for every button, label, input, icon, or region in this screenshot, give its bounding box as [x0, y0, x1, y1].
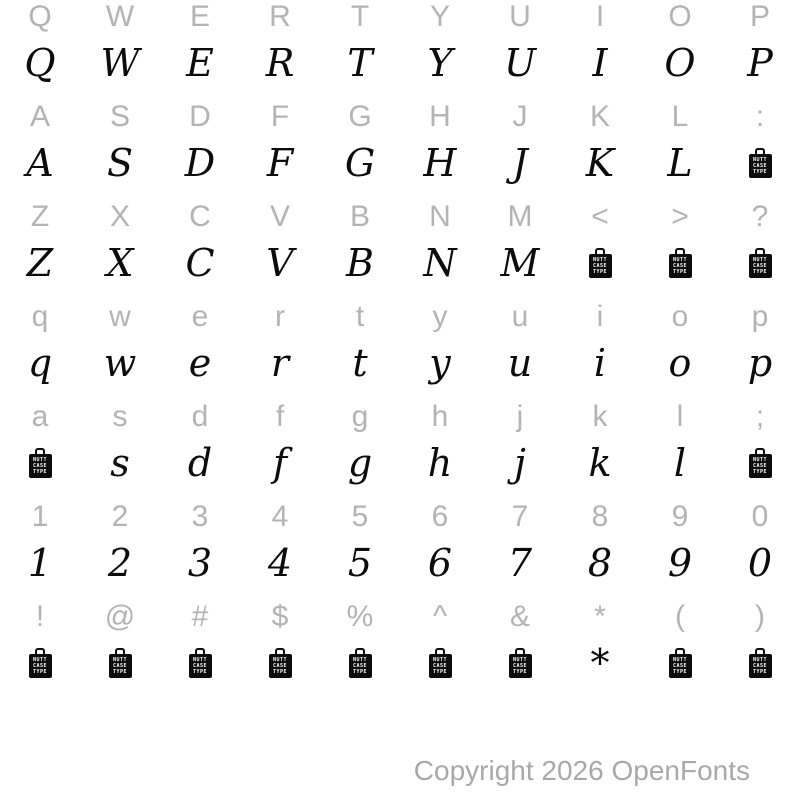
rendered-char-missing [0, 433, 80, 493]
bag-label-line: NUTT [752, 456, 768, 463]
rendered-char: N [423, 241, 457, 285]
reference-char: @ [104, 599, 136, 633]
reference-char: ; [755, 399, 765, 433]
rendered-row [0, 533, 800, 593]
bag-label [429, 654, 452, 678]
rendered-char: G [344, 141, 376, 185]
bag-label-line: NUTT [752, 656, 768, 663]
reference-char: k [592, 399, 608, 433]
rendered-char: j [514, 441, 526, 485]
bag-label-line: TYPE [752, 669, 768, 676]
reference-char: $ [271, 599, 289, 633]
glyph-row-pair [0, 400, 800, 500]
rendered-char-missing [320, 633, 400, 693]
rendered-char: s [110, 441, 130, 485]
glyph-row-pair [0, 300, 800, 400]
reference-char: W [105, 0, 135, 33]
nuttcase-bag-icon [669, 248, 692, 278]
reference-char: ( [675, 599, 685, 633]
reference-char: U [509, 0, 531, 33]
reference-char: p [751, 299, 769, 333]
rendered-char: H [423, 141, 457, 185]
reference-row [0, 0, 800, 33]
rendered-char-missing [640, 633, 720, 693]
reference-char: e [191, 299, 209, 333]
rendered-char: 3 [187, 541, 213, 585]
bag-label-line: TYPE [512, 669, 528, 676]
bag-label [749, 154, 772, 178]
rendered-char-missing [720, 633, 800, 693]
rendered-char: 0 [747, 541, 773, 585]
rendered-char: B [346, 241, 374, 285]
rendered-char: y [429, 341, 451, 385]
reference-char: 3 [191, 499, 209, 533]
reference-char: r [275, 299, 285, 333]
bag-label-line: CASE [272, 662, 288, 669]
reference-char: Y [429, 0, 450, 33]
nuttcase-bag-icon [589, 248, 612, 278]
reference-char: J [512, 99, 528, 133]
bag-label-line: NUTT [752, 256, 768, 263]
reference-row [0, 400, 800, 433]
reference-char: Z [30, 199, 50, 233]
bag-label-line: CASE [512, 662, 528, 669]
bag-label-line: TYPE [752, 469, 768, 476]
bag-label-line: NUTT [352, 656, 368, 663]
rendered-char: p [747, 341, 773, 385]
reference-char: < [591, 199, 609, 233]
bag-label-line: TYPE [32, 469, 48, 476]
reference-char: s [112, 399, 128, 433]
rendered-char: A [26, 141, 54, 185]
rendered-char: g [347, 441, 373, 485]
bag-label [749, 654, 772, 678]
bag-label-line: TYPE [672, 269, 688, 276]
glyph-row-pair [0, 200, 800, 300]
bag-label-line: CASE [752, 262, 768, 269]
reference-char: ? [751, 199, 769, 233]
rendered-char: V [266, 241, 294, 285]
nuttcase-bag-icon [749, 448, 772, 478]
reference-char: d [191, 399, 209, 433]
reference-char: F [270, 99, 290, 133]
bag-label-line: TYPE [192, 669, 208, 676]
reference-char: w [109, 299, 131, 333]
reference-char: N [429, 199, 451, 233]
rendered-char-missing [720, 233, 800, 293]
rendered-char: r [270, 341, 290, 385]
rendered-char: 4 [267, 541, 293, 585]
bag-label-line: NUTT [192, 656, 208, 663]
reference-char: h [431, 399, 449, 433]
bag-label-line: NUTT [512, 656, 528, 663]
reference-char: 5 [351, 499, 369, 533]
rendered-char-missing [720, 133, 800, 193]
rendered-char: 5 [347, 541, 373, 585]
reference-char: I [595, 0, 605, 33]
bag-label-line: TYPE [32, 669, 48, 676]
reference-char: B [349, 199, 370, 233]
bag-label [749, 454, 772, 478]
rendered-row [0, 633, 800, 693]
nuttcase-bag-icon [29, 648, 52, 678]
reference-char: L [671, 99, 689, 133]
bag-label-line: CASE [432, 662, 448, 669]
reference-row [0, 100, 800, 133]
rendered-char-missing [480, 633, 560, 693]
bag-label [189, 654, 212, 678]
nuttcase-bag-icon [269, 648, 292, 678]
reference-char: j [516, 399, 524, 433]
reference-row [0, 600, 800, 633]
rendered-char: T [347, 41, 373, 85]
nuttcase-bag-icon [109, 648, 132, 678]
reference-char: C [189, 199, 211, 233]
rendered-char: u [507, 341, 533, 385]
reference-char: 0 [751, 499, 769, 533]
reference-char: H [429, 99, 451, 133]
rendered-char: Y [427, 41, 453, 85]
reference-char: 7 [511, 499, 529, 533]
rendered-char: X [106, 241, 134, 285]
rendered-char-missing [80, 633, 160, 693]
bag-label [109, 654, 132, 678]
rendered-char: * [590, 641, 610, 685]
reference-char: 1 [31, 499, 49, 533]
reference-char: D [189, 99, 211, 133]
rendered-char: P [747, 41, 773, 85]
rendered-char: F [266, 141, 294, 185]
rendered-row [0, 333, 800, 393]
bag-label-line: CASE [352, 662, 368, 669]
rendered-row [0, 433, 800, 493]
reference-char: A [29, 99, 50, 133]
bag-label-line: CASE [32, 662, 48, 669]
bag-label-line: TYPE [272, 669, 288, 676]
nuttcase-bag-icon [749, 248, 772, 278]
bag-label [589, 254, 612, 278]
rendered-char: L [667, 141, 693, 185]
rendered-char-missing [640, 233, 720, 293]
bag-label-line: CASE [592, 262, 608, 269]
rendered-char: 8 [587, 541, 613, 585]
bag-label-line: NUTT [672, 656, 688, 663]
rendered-char: E [186, 41, 214, 85]
bag-label [269, 654, 292, 678]
reference-char: 8 [591, 499, 609, 533]
bag-label [749, 254, 772, 278]
bag-label-line: CASE [32, 462, 48, 469]
rendered-char: S [106, 141, 134, 185]
rendered-char: d [187, 441, 213, 485]
rendered-char: O [664, 41, 696, 85]
reference-char: f [275, 399, 285, 433]
reference-char: P [749, 0, 770, 33]
nuttcase-bag-icon [189, 648, 212, 678]
bag-label-line: CASE [672, 662, 688, 669]
reference-char: X [109, 199, 130, 233]
rendered-char: 2 [107, 541, 133, 585]
reference-char: a [31, 399, 49, 433]
reference-char: u [511, 299, 529, 333]
rendered-char: t [352, 341, 368, 385]
bag-label-line: TYPE [752, 269, 768, 276]
rendered-char-missing [400, 633, 480, 693]
bag-label-line: TYPE [752, 169, 768, 176]
bag-label [29, 454, 52, 478]
rendered-char: J [512, 141, 528, 185]
reference-char: Q [28, 0, 52, 33]
bag-label-line: CASE [192, 662, 208, 669]
nuttcase-bag-icon [749, 148, 772, 178]
reference-char: g [351, 399, 369, 433]
reference-char: t [355, 299, 365, 333]
bag-label-line: TYPE [352, 669, 368, 676]
glyph-row-pair [0, 100, 800, 200]
glyph-row-pair [0, 0, 800, 100]
reference-char: ) [755, 599, 765, 633]
rendered-char-missing [560, 233, 640, 293]
bag-label-line: TYPE [672, 669, 688, 676]
nuttcase-bag-icon [349, 648, 372, 678]
reference-char: E [189, 0, 210, 33]
rendered-char-missing [720, 433, 800, 493]
nuttcase-bag-icon [509, 648, 532, 678]
rendered-char: h [427, 441, 453, 485]
bag-label-line: CASE [752, 162, 768, 169]
reference-char: R [269, 0, 291, 33]
rendered-char: k [588, 441, 612, 485]
rendered-char: 9 [667, 541, 693, 585]
reference-char: # [191, 599, 209, 633]
rendered-char-missing [160, 633, 240, 693]
rendered-char: U [503, 41, 537, 85]
rendered-char: I [592, 41, 608, 85]
rendered-char: i [593, 341, 607, 385]
reference-char: o [671, 299, 689, 333]
reference-char: T [350, 0, 370, 33]
reference-char: q [31, 299, 49, 333]
nuttcase-bag-icon [429, 648, 452, 678]
rendered-char-missing [0, 633, 80, 693]
rendered-row [0, 33, 800, 93]
rendered-char: Q [24, 41, 56, 85]
glyph-row-pair [0, 600, 800, 700]
bag-label-line: TYPE [112, 669, 128, 676]
reference-char: y [432, 299, 448, 333]
bag-label-line: CASE [752, 662, 768, 669]
reference-char: 4 [271, 499, 289, 533]
bag-label-line: NUTT [32, 656, 48, 663]
rendered-char: W [100, 41, 140, 85]
rendered-char: D [184, 141, 216, 185]
rendered-char-missing [240, 633, 320, 693]
reference-char: > [671, 199, 689, 233]
glyph-row-pair [0, 500, 800, 600]
bag-label-line: CASE [752, 462, 768, 469]
reference-char: 6 [431, 499, 449, 533]
rendered-char: C [185, 241, 215, 285]
nuttcase-bag-icon [749, 648, 772, 678]
bag-label-line: NUTT [272, 656, 288, 663]
bag-label [669, 254, 692, 278]
reference-char: 2 [111, 499, 129, 533]
rendered-char: 7 [507, 541, 533, 585]
rendered-char: 1 [27, 541, 53, 585]
rendered-row [0, 133, 800, 193]
rendered-char: K [585, 141, 615, 185]
bag-label-line: NUTT [432, 656, 448, 663]
bag-label [349, 654, 372, 678]
bag-label [29, 654, 52, 678]
rendered-char: l [673, 441, 687, 485]
reference-char: ! [35, 599, 45, 633]
reference-char: % [346, 599, 374, 633]
rendered-char: Z [26, 241, 54, 285]
bag-label-line: NUTT [592, 256, 608, 263]
reference-char: S [109, 99, 130, 133]
reference-row [0, 300, 800, 333]
rendered-char: 6 [427, 541, 453, 585]
bag-label-line: TYPE [592, 269, 608, 276]
bag-label-line: NUTT [672, 256, 688, 263]
bag-label-line: NUTT [112, 656, 128, 663]
reference-char: 9 [671, 499, 689, 533]
reference-row [0, 500, 800, 533]
reference-char: K [589, 99, 610, 133]
bag-label-line: TYPE [432, 669, 448, 676]
bag-label-line: NUTT [32, 456, 48, 463]
nuttcase-bag-icon [669, 648, 692, 678]
nuttcase-bag-icon [29, 448, 52, 478]
reference-char: ^ [432, 599, 448, 633]
reference-char: G [348, 99, 372, 133]
reference-char: l [676, 399, 684, 433]
rendered-char: q [27, 341, 53, 385]
bag-label-line: CASE [112, 662, 128, 669]
bag-label [669, 654, 692, 678]
rendered-char: M [500, 241, 540, 285]
reference-char: O [668, 0, 692, 33]
copyright-text: Copyright 2026 OpenFonts [413, 755, 750, 786]
bag-label [509, 654, 532, 678]
bag-label-line: CASE [672, 262, 688, 269]
bag-label-line: NUTT [752, 156, 768, 163]
rendered-char: o [668, 341, 692, 385]
reference-char: i [596, 299, 604, 333]
rendered-char: f [272, 441, 288, 485]
rendered-row [0, 233, 800, 293]
reference-char: M [507, 199, 533, 233]
reference-char: & [509, 599, 530, 633]
reference-row [0, 200, 800, 233]
reference-char: * [594, 599, 606, 633]
rendered-char: R [265, 41, 295, 85]
rendered-char: w [103, 341, 137, 385]
rendered-char: e [188, 341, 212, 385]
reference-char: : [755, 99, 765, 133]
reference-char: V [269, 199, 290, 233]
